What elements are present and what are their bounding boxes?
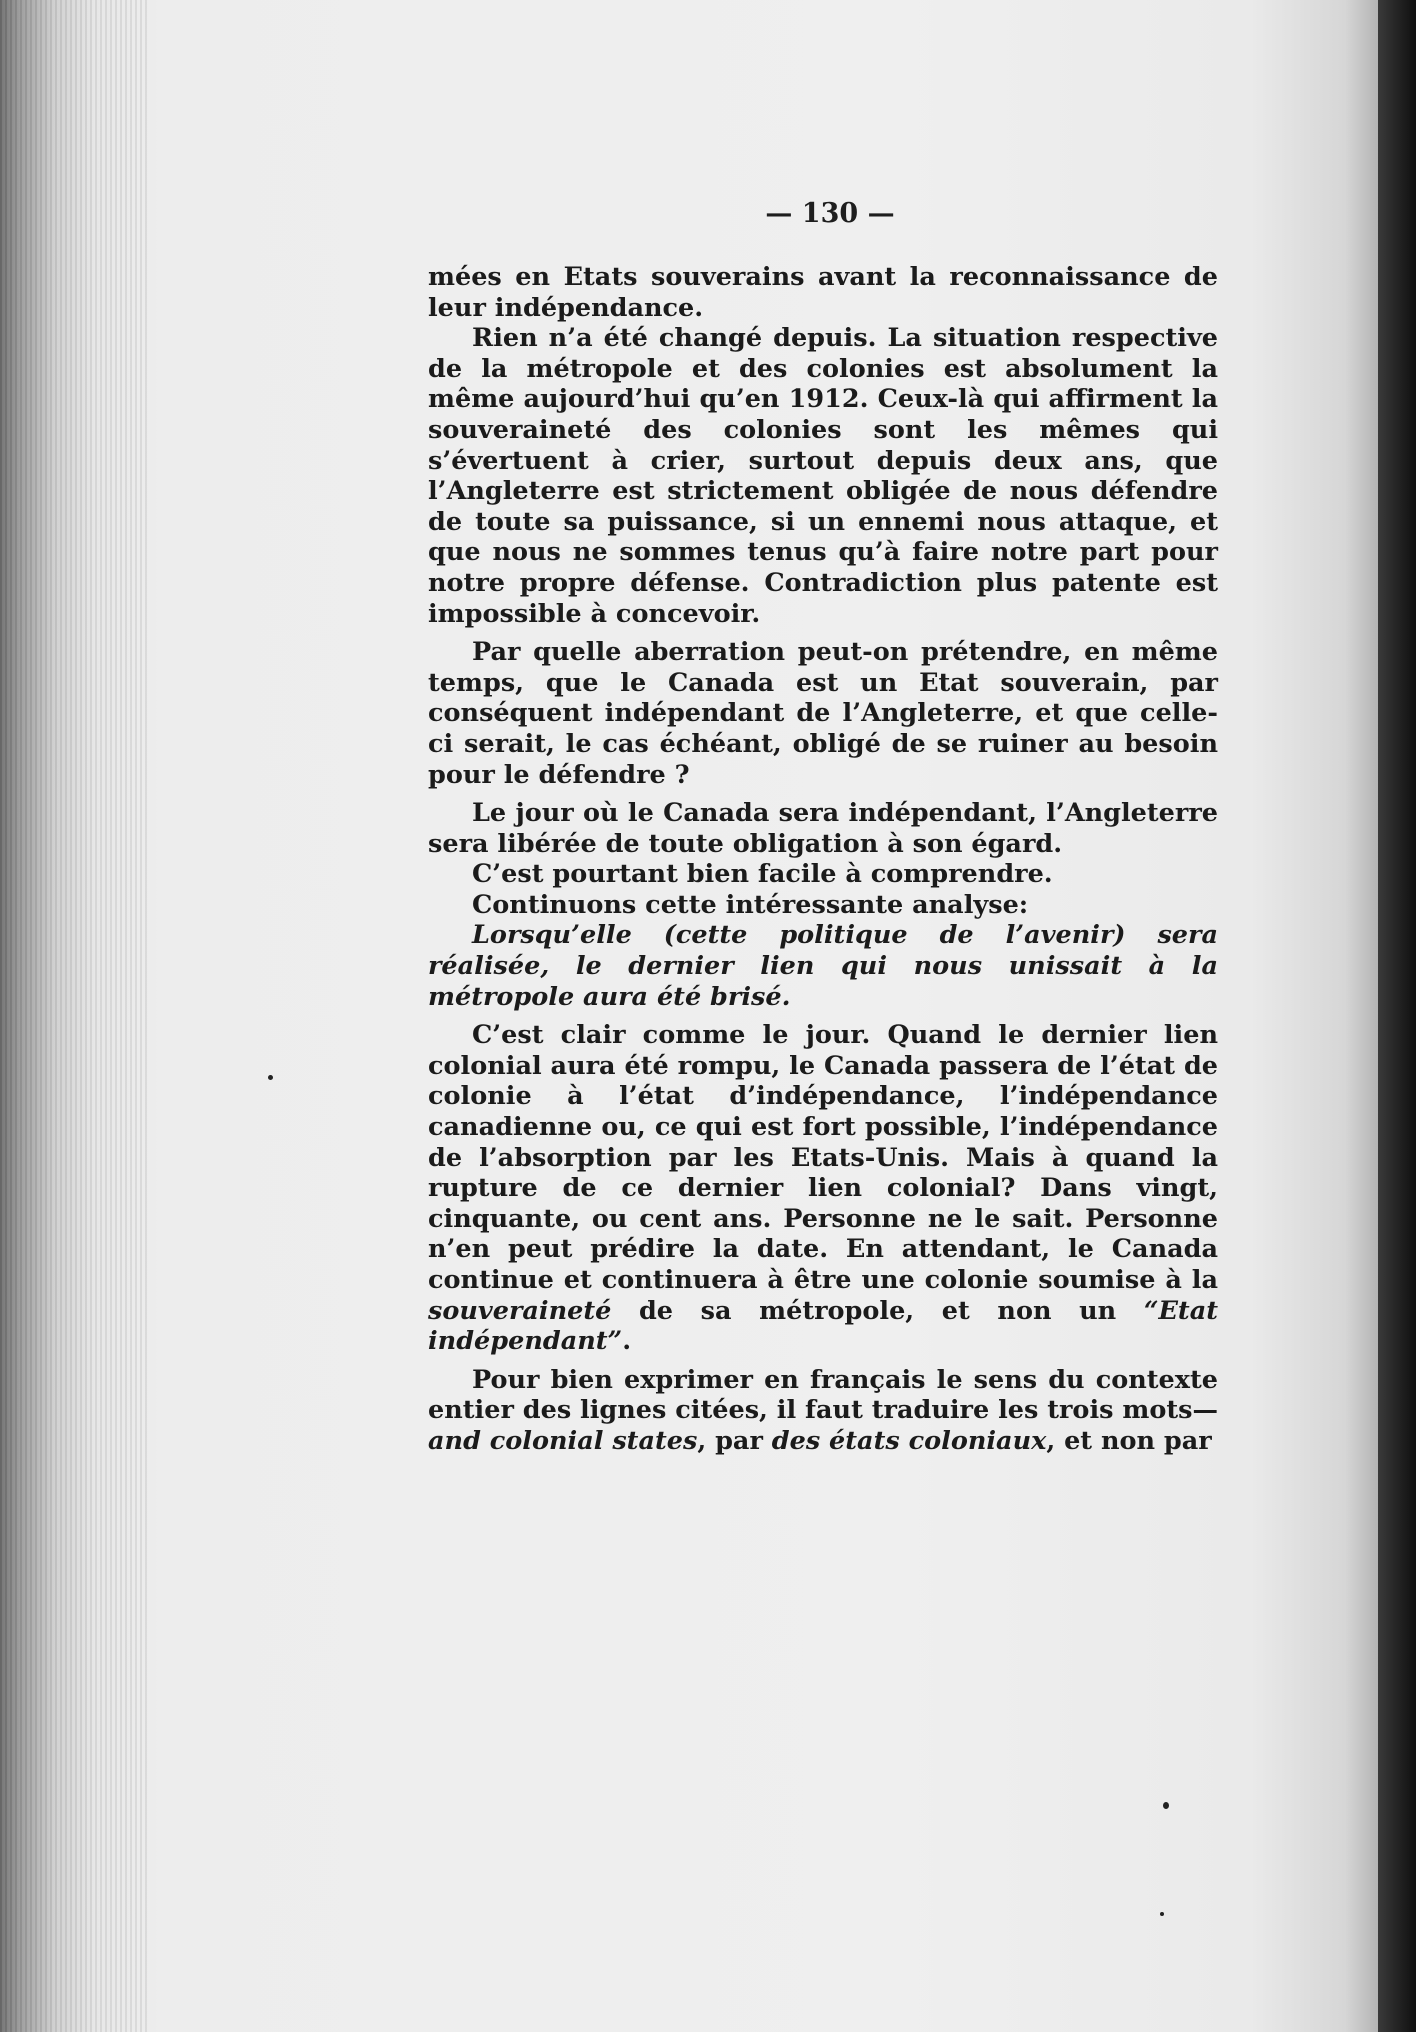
paragraph-9-part-2: , par: [697, 1425, 772, 1456]
paragraph-8-emphasis-2: “Etat indépendant”: [428, 1295, 1218, 1357]
scanner-background: [1378, 0, 1416, 2032]
paragraph-9: [428, 1365, 1218, 1457]
paragraph-9-emphasis-1: and colonial states: [428, 1425, 698, 1456]
paragraph-9-emphasis-2: des états coloniaux: [771, 1425, 1047, 1456]
paragraph-1: mées en Etats souverains avant la reconnaissance de leur indépendance.: [428, 262, 1218, 323]
paragraph-9-part-1: Pour bien exprimer en français le sens du contexte entier des lignes citées, il faut traduire les trois mots—: [428, 1364, 1218, 1426]
paragraph-5: C’est pourtant bien facile à comprendre.: [472, 859, 1053, 890]
paragraph-8-part-2: de sa métropole, et non un: [611, 1295, 1144, 1326]
paragraph-6: Continuons cette intéressante analyse:: [472, 889, 1029, 920]
quotation: Lorsqu’elle (cette politique de l’avenir) sera réalisée, le dernier lien qui nous unissait à la métropole aura été brisé.: [428, 920, 1218, 1012]
paragraph-8-emphasis-1: souveraineté: [428, 1295, 612, 1326]
paragraph-9-part-3: , et non par: [1046, 1425, 1212, 1456]
body-text: [428, 262, 1218, 1457]
paragraph-3: Par quelle aberration peut-on prétendre, en même temps, que le Canada est un Etat souverain, par conséquent indépendant de l’Angleterre, et que celle-ci serait, le cas échéant, obligé de se ruiner au besoin pour le défendre ?: [428, 637, 1218, 790]
paragraph-8-part-1: C’est clair comme le jour. Quand le dernier lien colonial aura été rompu, le Canada passera de l’état de colonie à l’état d’indépendance, l’indépendance canadienne ou, ce qui est fort possible, l’indépendance de l’absorption par les Etats-Unis. Mais à quand la rupture de ce dernier lien colonial? Dans vingt, cinquante, ou cent ans. Personne ne le sait. Personne n’en peut prédire la date. En attendant, le Canada continue et continuera à être une colonie soumise à la: [428, 1020, 1218, 1295]
paragraph-2: Rien n’a été changé depuis. La situation respective de la métropole et des colonies est absolument la même aujourd’hui qu’en 1912. Ceux-là qui affirment la souveraineté des colonies sont les mêmes qui s’évertuent à crier, surtout depuis deux ans, que l’Angleterre est strictement obligée de nous défendre de toute sa puissance, si un ennemi nous attaque, et que nous ne sommes tenus qu’à faire notre part pour notre propre défense. Contradiction plus patente est impossible à concevoir.: [428, 323, 1218, 629]
scan-speck: [1160, 1912, 1164, 1916]
page-stack-edge: [0, 0, 150, 2032]
page-number: — 130 —: [765, 198, 895, 229]
paragraph-4: Le jour où le Canada sera indépendant, l’Angleterre sera libérée de toute obligation à son égard.: [428, 798, 1218, 859]
scan-speck: [1163, 1802, 1169, 1809]
paragraph-8: [428, 1020, 1218, 1357]
paragraph-8-part-3: .: [622, 1326, 632, 1357]
scan-speck: [268, 1075, 273, 1080]
